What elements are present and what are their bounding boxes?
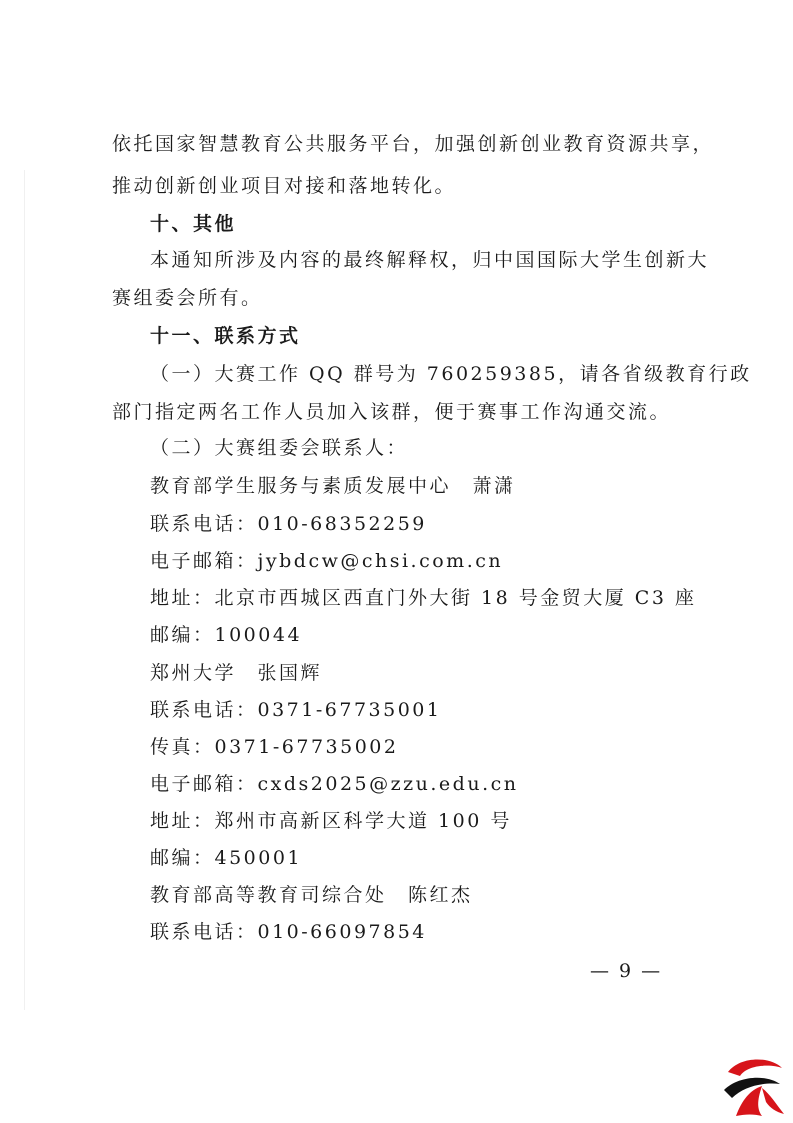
contact-phone: 联系电话：0371-67735001 <box>150 699 442 721</box>
contact-address: 地址：北京市西城区西直门外大街 18 号金贸大厦 C3 座 <box>150 587 697 609</box>
paragraph-line: 赛组委会所有。 <box>112 287 263 309</box>
contact-email: 电子邮箱：cxds2025@zzu.edu.cn <box>150 773 519 795</box>
section-heading-other: 十、其他 <box>150 213 237 235</box>
watermark-logo-icon <box>718 1050 788 1120</box>
contact-name: 教育部高等教育司综合处 陈红杰 <box>150 884 473 906</box>
paragraph-line: 依托国家智慧教育公共服务平台，加强创新创业教育资源共享， <box>112 133 715 155</box>
contact-zip: 邮编：100044 <box>150 624 303 646</box>
paragraph-line: （一）大赛工作 QQ 群号为 760259385，请各省级教育行政 <box>150 363 752 385</box>
paragraph-line: 部门指定两名工作人员加入该群，便于赛事工作沟通交流。 <box>112 401 672 423</box>
contact-email: 电子邮箱：jybdcw@chsi.com.cn <box>150 550 504 572</box>
contact-phone: 联系电话：010-68352259 <box>150 513 427 535</box>
section-heading-contact: 十一、联系方式 <box>150 325 301 347</box>
contact-fax: 传真：0371-67735002 <box>150 736 399 758</box>
contact-phone: 联系电话：010-66097854 <box>150 921 427 943</box>
contact-zip: 邮编：450001 <box>150 847 303 869</box>
contact-name: 郑州大学 张国辉 <box>150 662 323 684</box>
page-number: — 9 — <box>590 960 663 982</box>
paragraph-line: 本通知所涉及内容的最终解释权，归中国国际大学生创新大 <box>150 249 710 271</box>
scan-edge <box>24 170 25 1010</box>
paragraph-line: （二）大赛组委会联系人： <box>150 437 409 459</box>
contact-name: 教育部学生服务与素质发展中心 萧潇 <box>150 475 516 497</box>
paragraph-line: 推动创新创业项目对接和落地转化。 <box>112 175 457 197</box>
contact-address: 地址：郑州市高新区科学大道 100 号 <box>150 810 512 832</box>
